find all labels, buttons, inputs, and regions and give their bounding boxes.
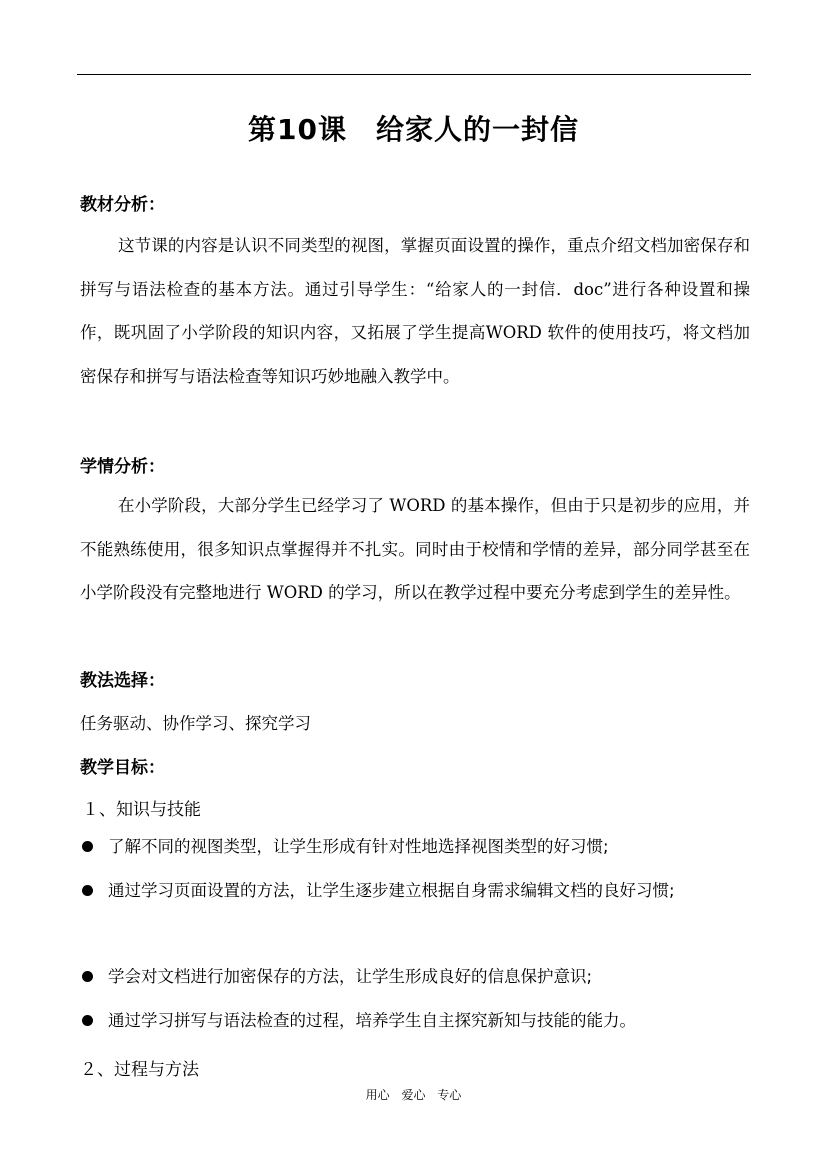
goal-bullet xyxy=(80,868,752,913)
bullet-icon xyxy=(82,885,93,896)
teaching-method-text: 任务驱动、协作学习、探究学习 xyxy=(80,714,311,733)
goal-bullet xyxy=(80,998,752,1043)
student-analysis-text: 在小学阶段，大部分学生已经学习了 WORD 的基本操作，但由于只是初步的应用，并不能熟练使用，很多知识点掌握得并不扎实。同时由于校情和学情的差异，部分同学甚至在小学阶段没有完整地进行 WORD 的学习，所以在教学过程中要充分考虑到学生的差异性。 xyxy=(80,496,750,602)
goal-bullet xyxy=(80,954,752,999)
header-rule xyxy=(77,74,751,75)
bullet-icon xyxy=(82,971,93,982)
teaching-goals-heading: 教学目标： xyxy=(80,758,165,778)
goal-bullet xyxy=(80,824,752,869)
material-analysis-text: 这节课的内容是认识不同类型的视图，掌握页面设置的操作，重点介绍文档加密保存和拼写与语法检查的基本方法。通过引导学生：“给家人的一封信．doc”进行各种设置和操作，既巩固了小学阶段的知识内容，又拓展了学生提高WORD 软件的使用技巧，将文档加密保存和拼写与语法检查等知识巧妙地融入教学中。 xyxy=(80,236,750,386)
goal-bullet-text: 学会对文档进行加密保存的方法，让学生形成良好的信息保护意识; xyxy=(108,967,593,986)
bullet-icon xyxy=(82,841,93,852)
page-footer: 用心 爱心 专心 xyxy=(365,1088,462,1102)
bullet-icon xyxy=(82,1015,93,1026)
teaching-method-heading: 教法选择： xyxy=(80,671,165,691)
material-analysis-heading: 教材分析： xyxy=(80,195,165,215)
goal-bullet-text: 通过学习拼写与语法检查的过程，培养学生自主探究新知与技能的能力。 xyxy=(108,1011,636,1030)
goal-subheading-process: ２、过程与方法 xyxy=(80,1060,199,1080)
student-analysis-heading: 学情分析： xyxy=(80,457,165,477)
goal-subheading-knowledge: １、知识与技能 xyxy=(82,800,201,820)
goal-bullet-text: 通过学习页面设置的方法，让学生逐步建立根据自身需求编辑文档的良好习惯; xyxy=(108,881,675,900)
goal-bullet-text: 了解不同的视图类型，让学生形成有针对性地选择视图类型的好习惯; xyxy=(108,837,609,856)
lesson-title: 第10课 给家人的一封信 xyxy=(248,113,579,146)
